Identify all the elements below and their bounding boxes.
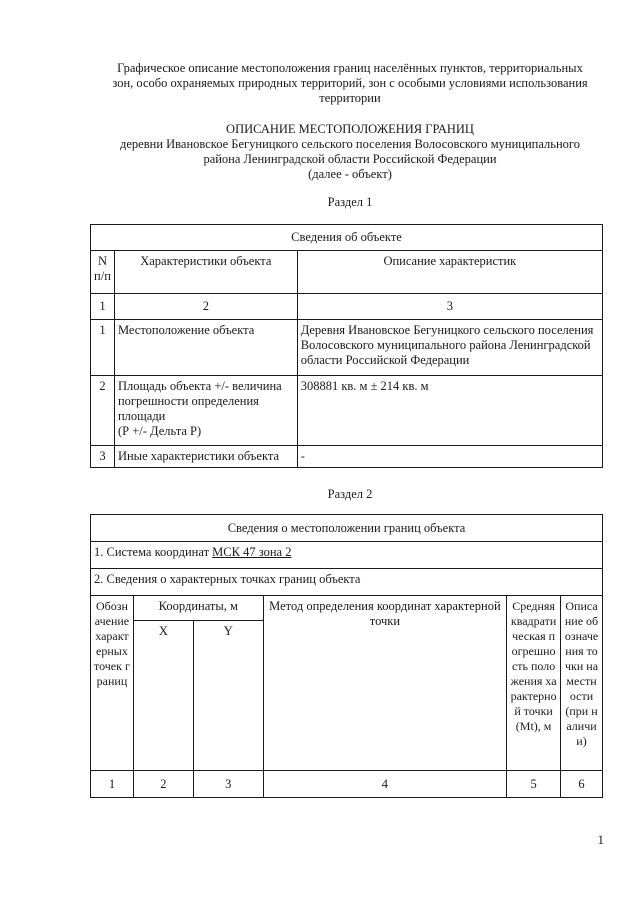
title-main: ОПИСАНИЕ МЕСТОПОЛОЖЕНИЯ ГРАНИЦ xyxy=(226,122,474,136)
row-characteristic: Местоположение объекта xyxy=(114,320,297,376)
row-number: 1 xyxy=(91,320,115,376)
col-characteristic-header: Характеристики объекта xyxy=(114,251,297,294)
col-marker-header: Описание обозначения точки на местности (при наличии) xyxy=(561,596,603,771)
coordinate-system-label: 1. Система координат xyxy=(94,545,213,559)
characteristic-points-title: 2. Сведения о характерных точках границ объекта xyxy=(91,569,603,596)
title-line-3: (далее - объект) xyxy=(308,167,392,181)
table-row xyxy=(91,446,603,468)
index-cell: 1 xyxy=(91,294,115,320)
index-cell: 3 xyxy=(193,771,263,798)
index-cell: 5 xyxy=(507,771,561,798)
page-number: 1 xyxy=(597,832,604,847)
section-2-label: Раздел 2 xyxy=(327,487,373,501)
table-row xyxy=(91,376,603,446)
object-info-title: Сведения об объекте xyxy=(91,225,603,251)
coordinate-system-row xyxy=(91,542,603,569)
row-number: 3 xyxy=(91,446,115,468)
index-cell: 4 xyxy=(263,771,506,798)
header-line-1: Графическое описание местоположения границ населённых пунктов, территориальных xyxy=(117,61,583,75)
col-error-header: Средняя квадратическая погрешность положения характерной точки (Mt), м xyxy=(507,596,561,771)
row-characteristic: Площадь объекта +/- величина погрешности определения площади (Р +/- Дельта Р) xyxy=(114,376,297,446)
index-cell: 1 xyxy=(91,771,134,798)
col-number-header: N п/п xyxy=(91,251,115,294)
document-header xyxy=(90,61,610,106)
header-line-2: зон, особо охраняемых природных территорий, зон с особыми условиями использования xyxy=(112,76,588,90)
section-1-label: Раздел 1 xyxy=(327,195,373,209)
object-info-table xyxy=(90,224,603,468)
index-cell: 2 xyxy=(133,771,193,798)
col-x-header: X xyxy=(133,621,193,771)
col-y-header: Y xyxy=(193,621,263,771)
row-characteristic: Иные характеристики объекта xyxy=(114,446,297,468)
title-line-1: деревни Ивановское Бегуницкого сельского поселения Волосовского муниципального xyxy=(120,137,580,151)
boundary-location-table xyxy=(90,514,603,798)
title-line-2: района Ленинградской области Российской Федерации xyxy=(203,152,497,166)
coordinate-system-value: МСК 47 зона 2 xyxy=(212,545,292,559)
header-line-3: территории xyxy=(319,91,381,105)
col-description-header: Описание характеристик xyxy=(297,251,602,294)
col-designation-header: Обозначение характерных точек границ xyxy=(91,596,134,771)
index-cell: 6 xyxy=(561,771,603,798)
col-method-header: Метод определения координат характерной точки xyxy=(263,596,506,771)
row-description: 308881 кв. м ± 214 кв. м xyxy=(297,376,602,446)
index-cell: 3 xyxy=(297,294,602,320)
col-coordinates-header: Координаты, м xyxy=(133,596,263,621)
index-cell: 2 xyxy=(114,294,297,320)
row-number: 2 xyxy=(91,376,115,446)
document-title xyxy=(90,122,610,182)
row-description: Деревня Ивановское Бегуницкого сельского поселения Волосовского муниципального района Ленинградской области Российской Федерации xyxy=(297,320,602,376)
boundary-table-title: Сведения о местоположении границ объекта xyxy=(91,515,603,542)
table-row xyxy=(91,320,603,376)
row-description: - xyxy=(297,446,602,468)
